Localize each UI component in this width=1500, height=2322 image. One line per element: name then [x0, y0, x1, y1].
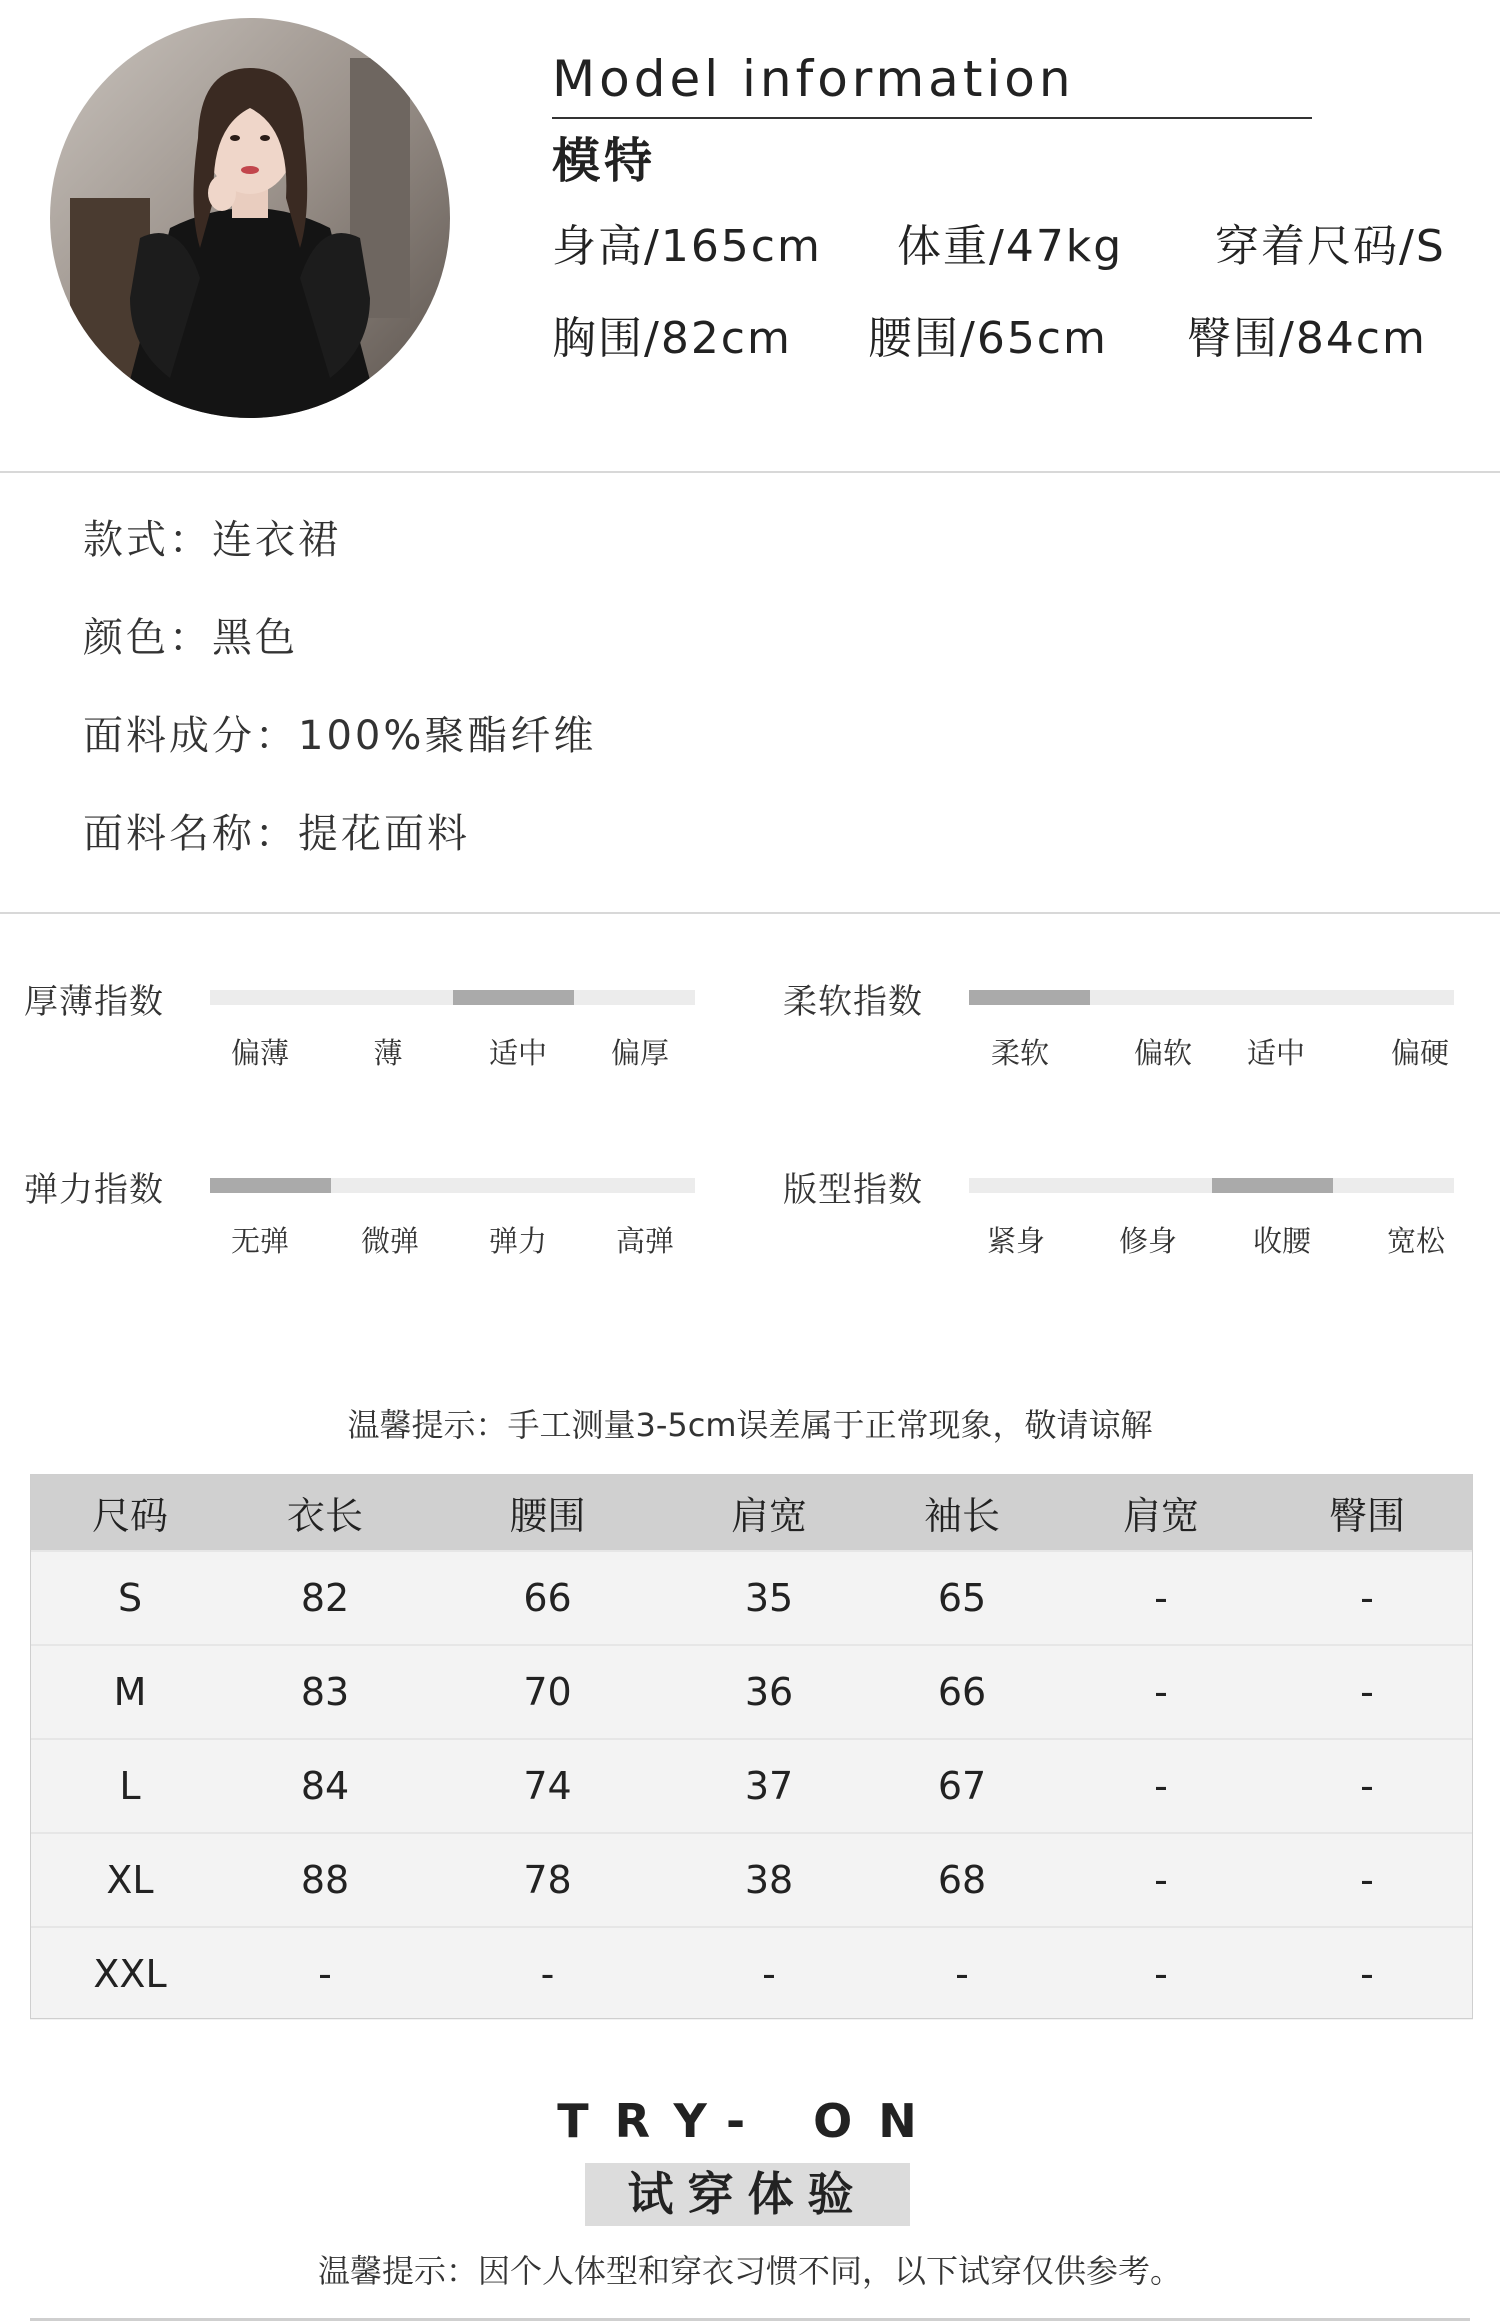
index-option: 宽松 — [1386, 1224, 1445, 1258]
model-height: 身高/165cm — [552, 221, 822, 272]
index-option: 偏软 — [1133, 1036, 1192, 1070]
table-cell: 83 — [230, 1645, 420, 1739]
table-cell: 70 — [420, 1645, 675, 1739]
table-row — [30, 1645, 1473, 1739]
table-cell: L — [30, 1739, 230, 1833]
table-cell: - — [863, 1927, 1061, 2020]
index-track — [969, 1178, 1454, 1193]
table-cell: - — [1261, 1927, 1473, 2020]
table-cell: - — [1061, 1645, 1261, 1739]
table-cell: 78 — [420, 1833, 675, 1927]
bottom-divider — [30, 2318, 1470, 2321]
model-weight: 体重/47kg — [897, 221, 1124, 272]
table-cell: 65 — [863, 1551, 1061, 1645]
table-cell: - — [1061, 1927, 1261, 2020]
table-cell: - — [1061, 1551, 1261, 1645]
table-cell: XXL — [30, 1927, 230, 2020]
table-cell: M — [30, 1645, 230, 1739]
table-cell: 84 — [230, 1739, 420, 1833]
table-cell: 67 — [863, 1739, 1061, 1833]
table-cell: 36 — [675, 1645, 863, 1739]
attr-fabric-name: 面料名称：提花面料 — [83, 811, 470, 857]
table-cell: - — [420, 1927, 675, 2020]
index-track — [969, 990, 1454, 1005]
index-selected-segment — [969, 990, 1090, 1005]
index-option: 高弹 — [615, 1224, 674, 1258]
model-waist: 腰围/65cm — [868, 313, 1108, 364]
table-cell: - — [675, 1927, 863, 2020]
try-on-title: TRY- ON — [557, 2094, 943, 2148]
table-cell: 66 — [420, 1551, 675, 1645]
model-hip: 臀围/84cm — [1187, 313, 1427, 364]
table-header-cell: 袖长 — [863, 1474, 1061, 1551]
section-divider — [0, 912, 1500, 914]
table-cell: 35 — [675, 1551, 863, 1645]
index-option: 紧身 — [986, 1224, 1045, 1258]
table-row — [30, 1927, 1473, 2020]
index-option: 偏薄 — [230, 1036, 289, 1070]
table-cell: 74 — [420, 1739, 675, 1833]
index-label: 版型指数 — [783, 1170, 923, 1210]
index-label: 柔软指数 — [783, 982, 923, 1022]
index-option: 偏硬 — [1390, 1036, 1449, 1070]
index-option: 无弹 — [230, 1224, 289, 1258]
index-option: 收腰 — [1252, 1224, 1311, 1258]
index-option: 微弹 — [360, 1224, 419, 1258]
table-cell: - — [1261, 1551, 1473, 1645]
table-cell: 37 — [675, 1739, 863, 1833]
model-photo-illustration — [50, 18, 450, 418]
table-cell: 88 — [230, 1833, 420, 1927]
table-row — [30, 1739, 1473, 1833]
index-selected-segment — [453, 990, 574, 1005]
model-photo — [50, 18, 450, 418]
table-header-cell: 衣长 — [230, 1474, 420, 1551]
index-option: 薄 — [373, 1036, 403, 1070]
try-on-subtitle: 试穿体验 — [627, 2167, 868, 2221]
size-chart-notice: 温馨提示：手工测量3-5cm误差属于正常现象，敬请谅解 — [347, 1406, 1153, 1444]
index-option: 修身 — [1118, 1224, 1177, 1258]
table-cell: 68 — [863, 1833, 1061, 1927]
index-option: 弹力 — [488, 1224, 547, 1258]
table-cell: - — [230, 1927, 420, 2020]
index-label: 厚薄指数 — [24, 982, 164, 1022]
index-option: 柔软 — [990, 1036, 1049, 1070]
table-header-cell: 肩宽 — [675, 1474, 863, 1551]
model-info-subtitle: 模特 — [552, 133, 657, 189]
table-row — [30, 1833, 1473, 1927]
size-chart-table — [30, 1474, 1473, 2020]
index-track — [210, 990, 695, 1005]
table-cell: - — [1261, 1739, 1473, 1833]
index-option: 偏厚 — [610, 1036, 669, 1070]
table-header-cell: 肩宽 — [1061, 1474, 1261, 1551]
table-cell: 66 — [863, 1645, 1061, 1739]
table-header-cell: 腰围 — [420, 1474, 675, 1551]
index-label: 弹力指数 — [24, 1170, 164, 1210]
table-cell: - — [1061, 1739, 1261, 1833]
attr-style: 款式：连衣裙 — [83, 517, 341, 563]
table-header-cell: 臀围 — [1261, 1474, 1473, 1551]
section-divider — [0, 471, 1500, 473]
attr-color: 颜色：黑色 — [83, 615, 298, 661]
index-option: 适中 — [1246, 1036, 1305, 1070]
model-info-title: Model information — [552, 50, 1075, 108]
table-cell: - — [1261, 1645, 1473, 1739]
index-option: 适中 — [488, 1036, 547, 1070]
index-selected-segment — [1212, 1178, 1333, 1193]
table-cell: 38 — [675, 1833, 863, 1927]
try-on-notice: 温馨提示：因个人体型和穿衣习惯不同，以下试穿仅供参考。 — [317, 2252, 1182, 2290]
table-header-cell: 尺码 — [30, 1474, 230, 1551]
table-header-row — [30, 1474, 1473, 1551]
table-row — [30, 1551, 1473, 1645]
table-cell: - — [1061, 1833, 1261, 1927]
table-cell: 82 — [230, 1551, 420, 1645]
attr-fabric-composition: 面料成分：100%聚酯纤维 — [83, 713, 597, 759]
table-cell: XL — [30, 1833, 230, 1927]
index-selected-segment — [210, 1178, 331, 1193]
index-track — [210, 1178, 695, 1193]
model-bust: 胸围/82cm — [552, 313, 792, 364]
table-cell: - — [1261, 1833, 1473, 1927]
title-underline — [552, 117, 1312, 119]
model-size: 穿着尺码/S — [1215, 221, 1446, 272]
table-cell: S — [30, 1551, 230, 1645]
